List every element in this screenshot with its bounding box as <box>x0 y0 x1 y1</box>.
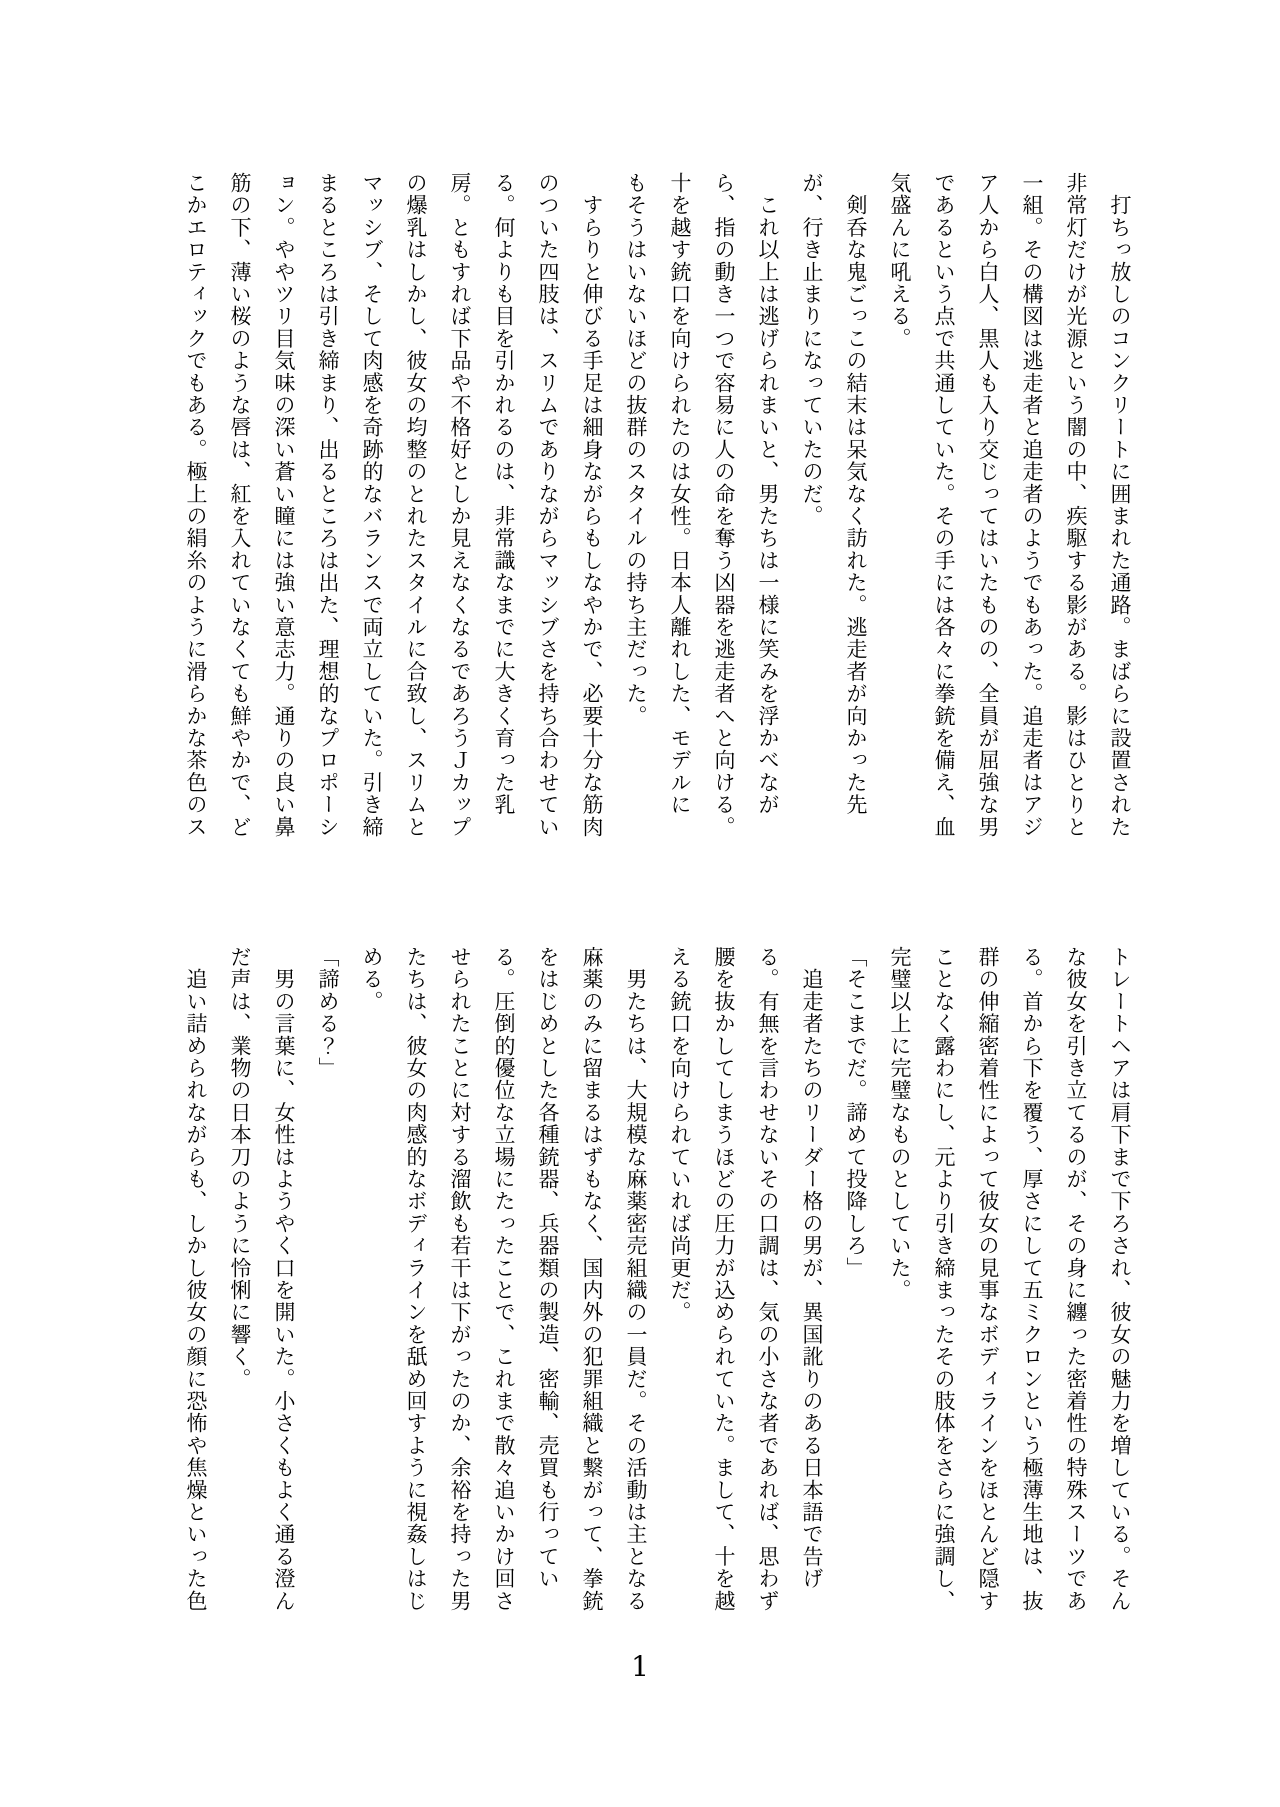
text-line: 剣呑な鬼ごっこの結末は呆気なく訪れた。逃走者が向かった先 <box>844 172 868 816</box>
text-line: ら、指の動き一つで容易に人の命を奪う凶器を逃走者へと向ける。 <box>712 172 736 838</box>
text-line: える銃口を向けられていれば尚更だ。 <box>668 946 692 1324</box>
text-line: たちは、彼女の肉感的なボディラインを舐め回すように視姦しはじ <box>404 946 428 1612</box>
text-line: る。首から下を覆う、厚さにして五ミクロンという極薄生地は、抜 <box>1020 946 1044 1612</box>
text-line: 筋の下、薄い桜のような唇は、紅を入れていなくても鮮やかで、ど <box>228 172 252 838</box>
text-line: な彼女を引き立てるのが、その身に纏った密着性の特殊スーツであ <box>1064 946 1088 1612</box>
text-line: 完璧以上に完璧なものとしていた。 <box>888 946 912 1302</box>
text-line: が、行き止まりになっていたのだ。 <box>800 172 824 528</box>
text-line: せられたことに対する溜飲も若干は下がったのか、余裕を持った男 <box>448 946 472 1612</box>
text-block-top <box>174 172 1142 838</box>
text-line: ョン。ややツリ目気味の深い蒼い瞳には強い意志力。通りの良い鼻 <box>272 172 296 839</box>
text-line: であるという点で共通していた。その手には各々に拳銃を備え、血 <box>932 172 956 839</box>
text-line: トレートヘアは肩下まで下ろされ、彼女の魅力を増している。そん <box>1108 946 1132 1612</box>
text-line: 房。ともすれば下品や不格好としか見えなくなるであろうＪカップ <box>448 172 472 838</box>
text-line: 非常灯だけが光源という闇の中、疾駆する影がある。影はひとりと <box>1064 172 1088 838</box>
text-line: をはじめとした各種銃器、兵器類の製造、密輸、売買も行ってい <box>536 946 560 1590</box>
text-line: ことなく露わにし、元より引き締まったその肢体をさらに強調し、 <box>932 946 956 1612</box>
text-line: 「そこまでだ。諦めて投降しろ」 <box>844 946 868 1279</box>
text-line: これ以上は逃げられまいと、男たちは一様に笑みを浮かべなが <box>756 172 780 816</box>
text-line: の爆乳はしかし、彼女の均整のとれたスタイルに合致し、スリムと <box>404 172 428 838</box>
text-line: 男たちは、大規模な麻薬密売組織の一員だ。その活動は主となる <box>624 946 648 1612</box>
text-block-bottom <box>174 946 1142 1612</box>
text-line: 追い詰められながらも、しかし彼女の顔に恐怖や焦燥といった色 <box>184 946 208 1612</box>
text-line: 追走者たちのリーダー格の男が、異国訛りのある日本語で告げ <box>800 946 824 1590</box>
text-line: める。 <box>360 946 384 1013</box>
text-line: 腰を抜かしてしまうほどの圧力が込められていた。まして、十を越 <box>712 946 736 1612</box>
text-line: こかエロティックでもある。極上の絹糸のように滑らかな茶色のス <box>184 172 208 838</box>
text-line: 十を越す銃口を向けられたのは女性。日本人離れした、モデルに <box>668 172 692 816</box>
text-line: 気盛んに吼える。 <box>888 172 912 350</box>
text-line: だ声は、業物の日本刀のように怜悧に響く。 <box>228 946 252 1390</box>
text-line: もそうはいないほどの抜群のスタイルの持ち主だった。 <box>624 172 648 727</box>
text-line: 男の言葉に、女性はようやく口を開いた。小さくもよく通る澄ん <box>272 946 296 1612</box>
text-line: る。何よりも目を引かれるのは、非常識なまでに大きく育った乳 <box>492 172 516 816</box>
text-line: のついた四肢は、スリムでありながらマッシブさを持ち合わせてい <box>536 172 560 838</box>
text-line: 麻薬のみに留まるはずもなく、国内外の犯罪組織と繋がって、拳銃 <box>580 946 604 1612</box>
text-line: すらりと伸びる手足は細身ながらもしなやかで、必要十分な筋肉 <box>580 172 604 838</box>
text-line: まるところは引き締まり、出るところは出た、理想的なプロポーシ <box>316 172 340 838</box>
text-line: 「諦める？」 <box>316 946 340 1080</box>
text-line: マッシブ、そして肉感を奇跡的なバランスで両立していた。引き締 <box>360 172 384 838</box>
text-line: 一組。その構図は逃走者と追走者のようでもあった。追走者はアジ <box>1020 172 1044 838</box>
text-line: る。圧倒的優位な立場にたったことで、これまで散々追いかけ回さ <box>492 946 516 1612</box>
text-line: 群の伸縮密着性によって彼女の見事なボディラインをほとんど隠す <box>976 946 1000 1612</box>
text-line: る。有無を言わせないその口調は、気の小さな者であれば、思わず <box>756 946 780 1612</box>
page-number: 1 <box>631 1650 649 1683</box>
text-line: ア人から白人、黒人も入り交じってはいたものの、全員が屈強な男 <box>976 172 1000 838</box>
text-line: 打ちっ放しのコンクリートに囲まれた通路。まばらに設置された <box>1108 172 1132 838</box>
